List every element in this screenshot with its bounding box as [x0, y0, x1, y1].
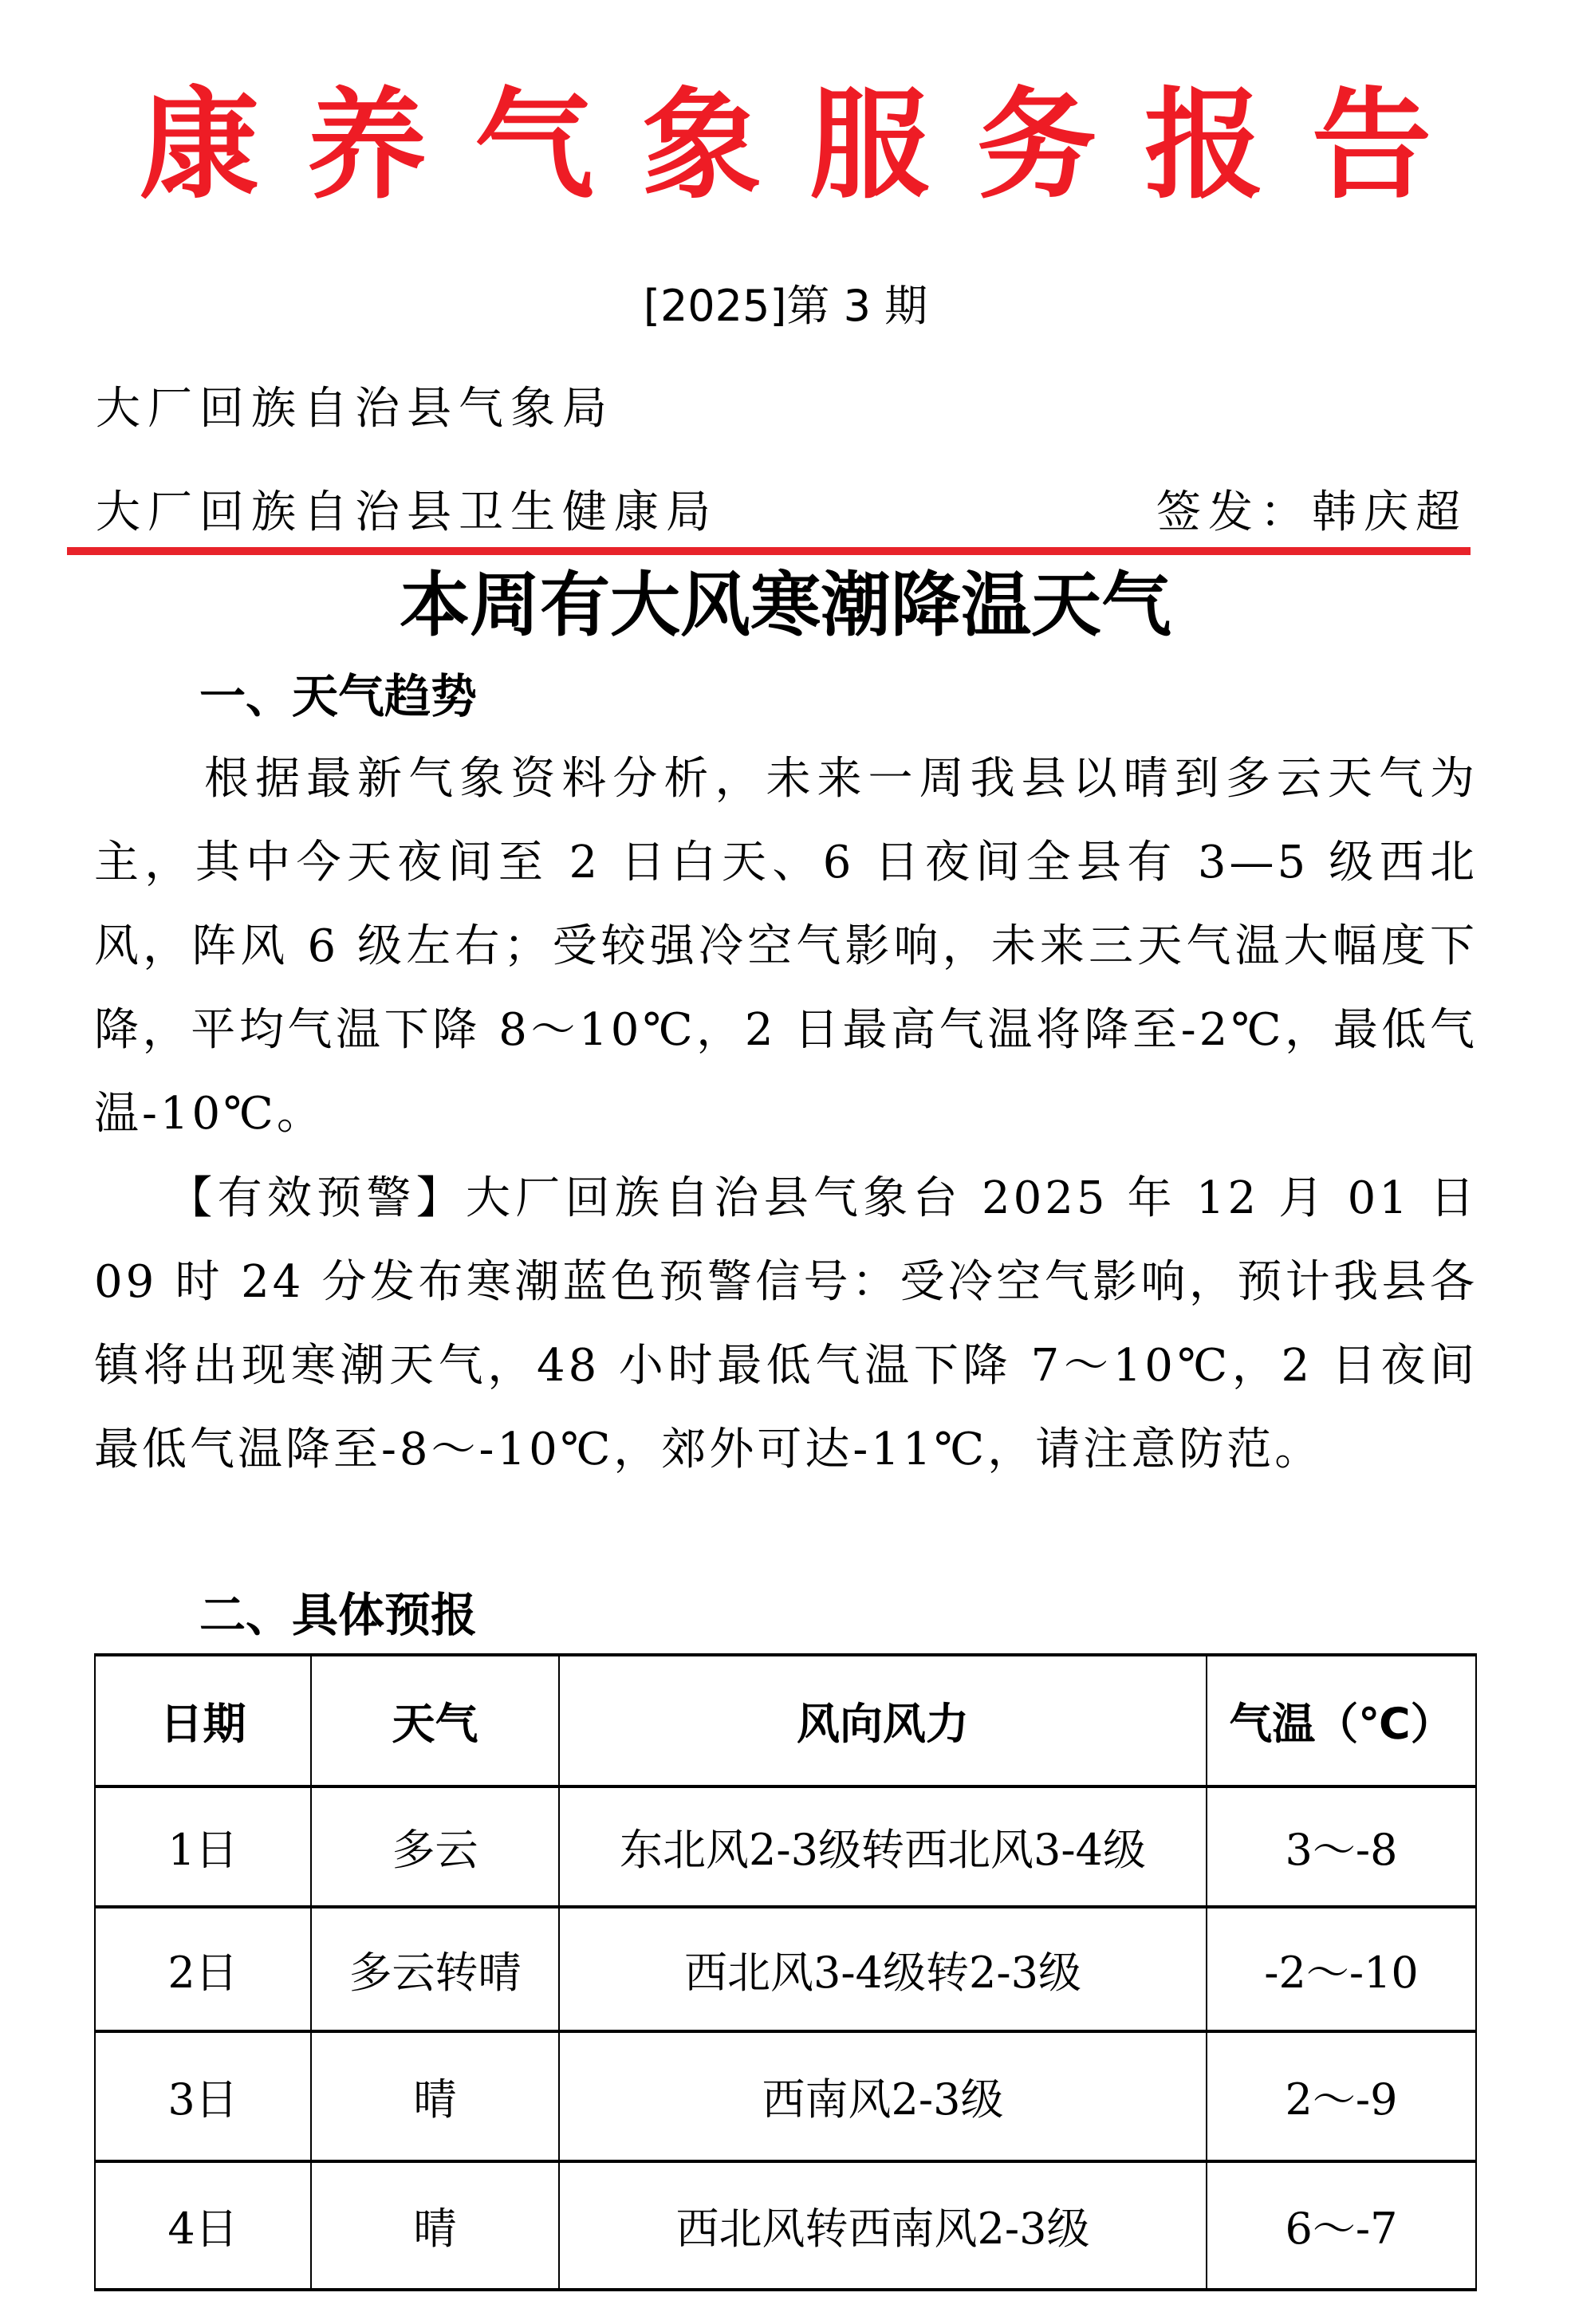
- table-row: [95, 2161, 1476, 2290]
- cell-weather: 多云: [311, 1786, 559, 1907]
- column-header-temperature: 气温（℃）: [1207, 1655, 1476, 1786]
- cell-date: 4日: [95, 2161, 311, 2290]
- cell-temperature: 2～-9: [1207, 2031, 1476, 2161]
- red-divider: [67, 547, 1471, 555]
- paragraph-active-warning: [94, 1156, 1478, 1491]
- cell-temperature: 3～-8: [1207, 1786, 1476, 1907]
- paragraph-weather-trend: [94, 737, 1478, 1156]
- report-title: 康养气象服务报告: [139, 75, 1479, 215]
- column-header-date: 日期: [95, 1655, 311, 1786]
- issuing-agency-meteorology: 大厂回族自治县气象局: [96, 383, 614, 435]
- issuing-agency-health: 大厂回族自治县卫生健康局: [96, 486, 718, 538]
- issue-number: [2025]第 3 期: [643, 281, 928, 331]
- cell-wind: 西北风3-4级转2-3级: [559, 1907, 1207, 2031]
- signer: 签发：韩庆超: [1156, 486, 1467, 538]
- table-row: [95, 1907, 1476, 2031]
- cell-date: 3日: [95, 2031, 311, 2161]
- table-header-row: [95, 1655, 1476, 1786]
- cell-weather: 多云转晴: [311, 1907, 559, 2031]
- table-row: [95, 2031, 1476, 2161]
- cell-wind: 东北风2-3级转西北风3-4级: [559, 1786, 1207, 1907]
- section-heading-weather-trend: 一、天气趋势: [199, 669, 478, 723]
- headline: 本周有大风寒潮降温天气: [399, 563, 1171, 646]
- cell-wind: 西北风转西南风2-3级: [559, 2161, 1207, 2290]
- cell-temperature: -2～-10: [1207, 1907, 1476, 2031]
- column-header-wind: 风向风力: [559, 1655, 1207, 1786]
- table-row: [95, 1786, 1476, 1907]
- paragraph-text: 根据最新气象资料分析，未来一周我县以晴到多云天气为主，其中今天夜间至 2 日白天、6 日夜间全县有 3—5 级西北风，阵风 6 级左右；受较强冷空气影响，未来三天气温大幅度下降，平均气温下降 8～10℃，2 日最高气温将降至-2℃，最低气温-10℃。: [94, 753, 1478, 1140]
- cell-temperature: 6～-7: [1207, 2161, 1476, 2290]
- cell-weather: 晴: [311, 2161, 559, 2290]
- cell-date: 1日: [95, 1786, 311, 1907]
- cell-date: 2日: [95, 1907, 311, 2031]
- section-heading-detailed-forecast: 二、具体预报: [199, 1588, 478, 1642]
- cell-wind: 西南风2-3级: [559, 2031, 1207, 2161]
- forecast-table: [94, 1653, 1477, 2291]
- cell-weather: 晴: [311, 2031, 559, 2161]
- column-header-weather: 天气: [311, 1655, 559, 1786]
- paragraph-text: 【有效预警】大厂回族自治县气象台 2025 年 12 月 01 日 09 时 24 分发布寒潮蓝色预警信号：受冷空气影响，预计我县各镇将出现寒潮天气，48 小时最低气温下降 7～10℃，2 日夜间最低气温降至-8～-10℃，郊外可达-11℃，请注意防范。: [94, 1172, 1478, 1475]
